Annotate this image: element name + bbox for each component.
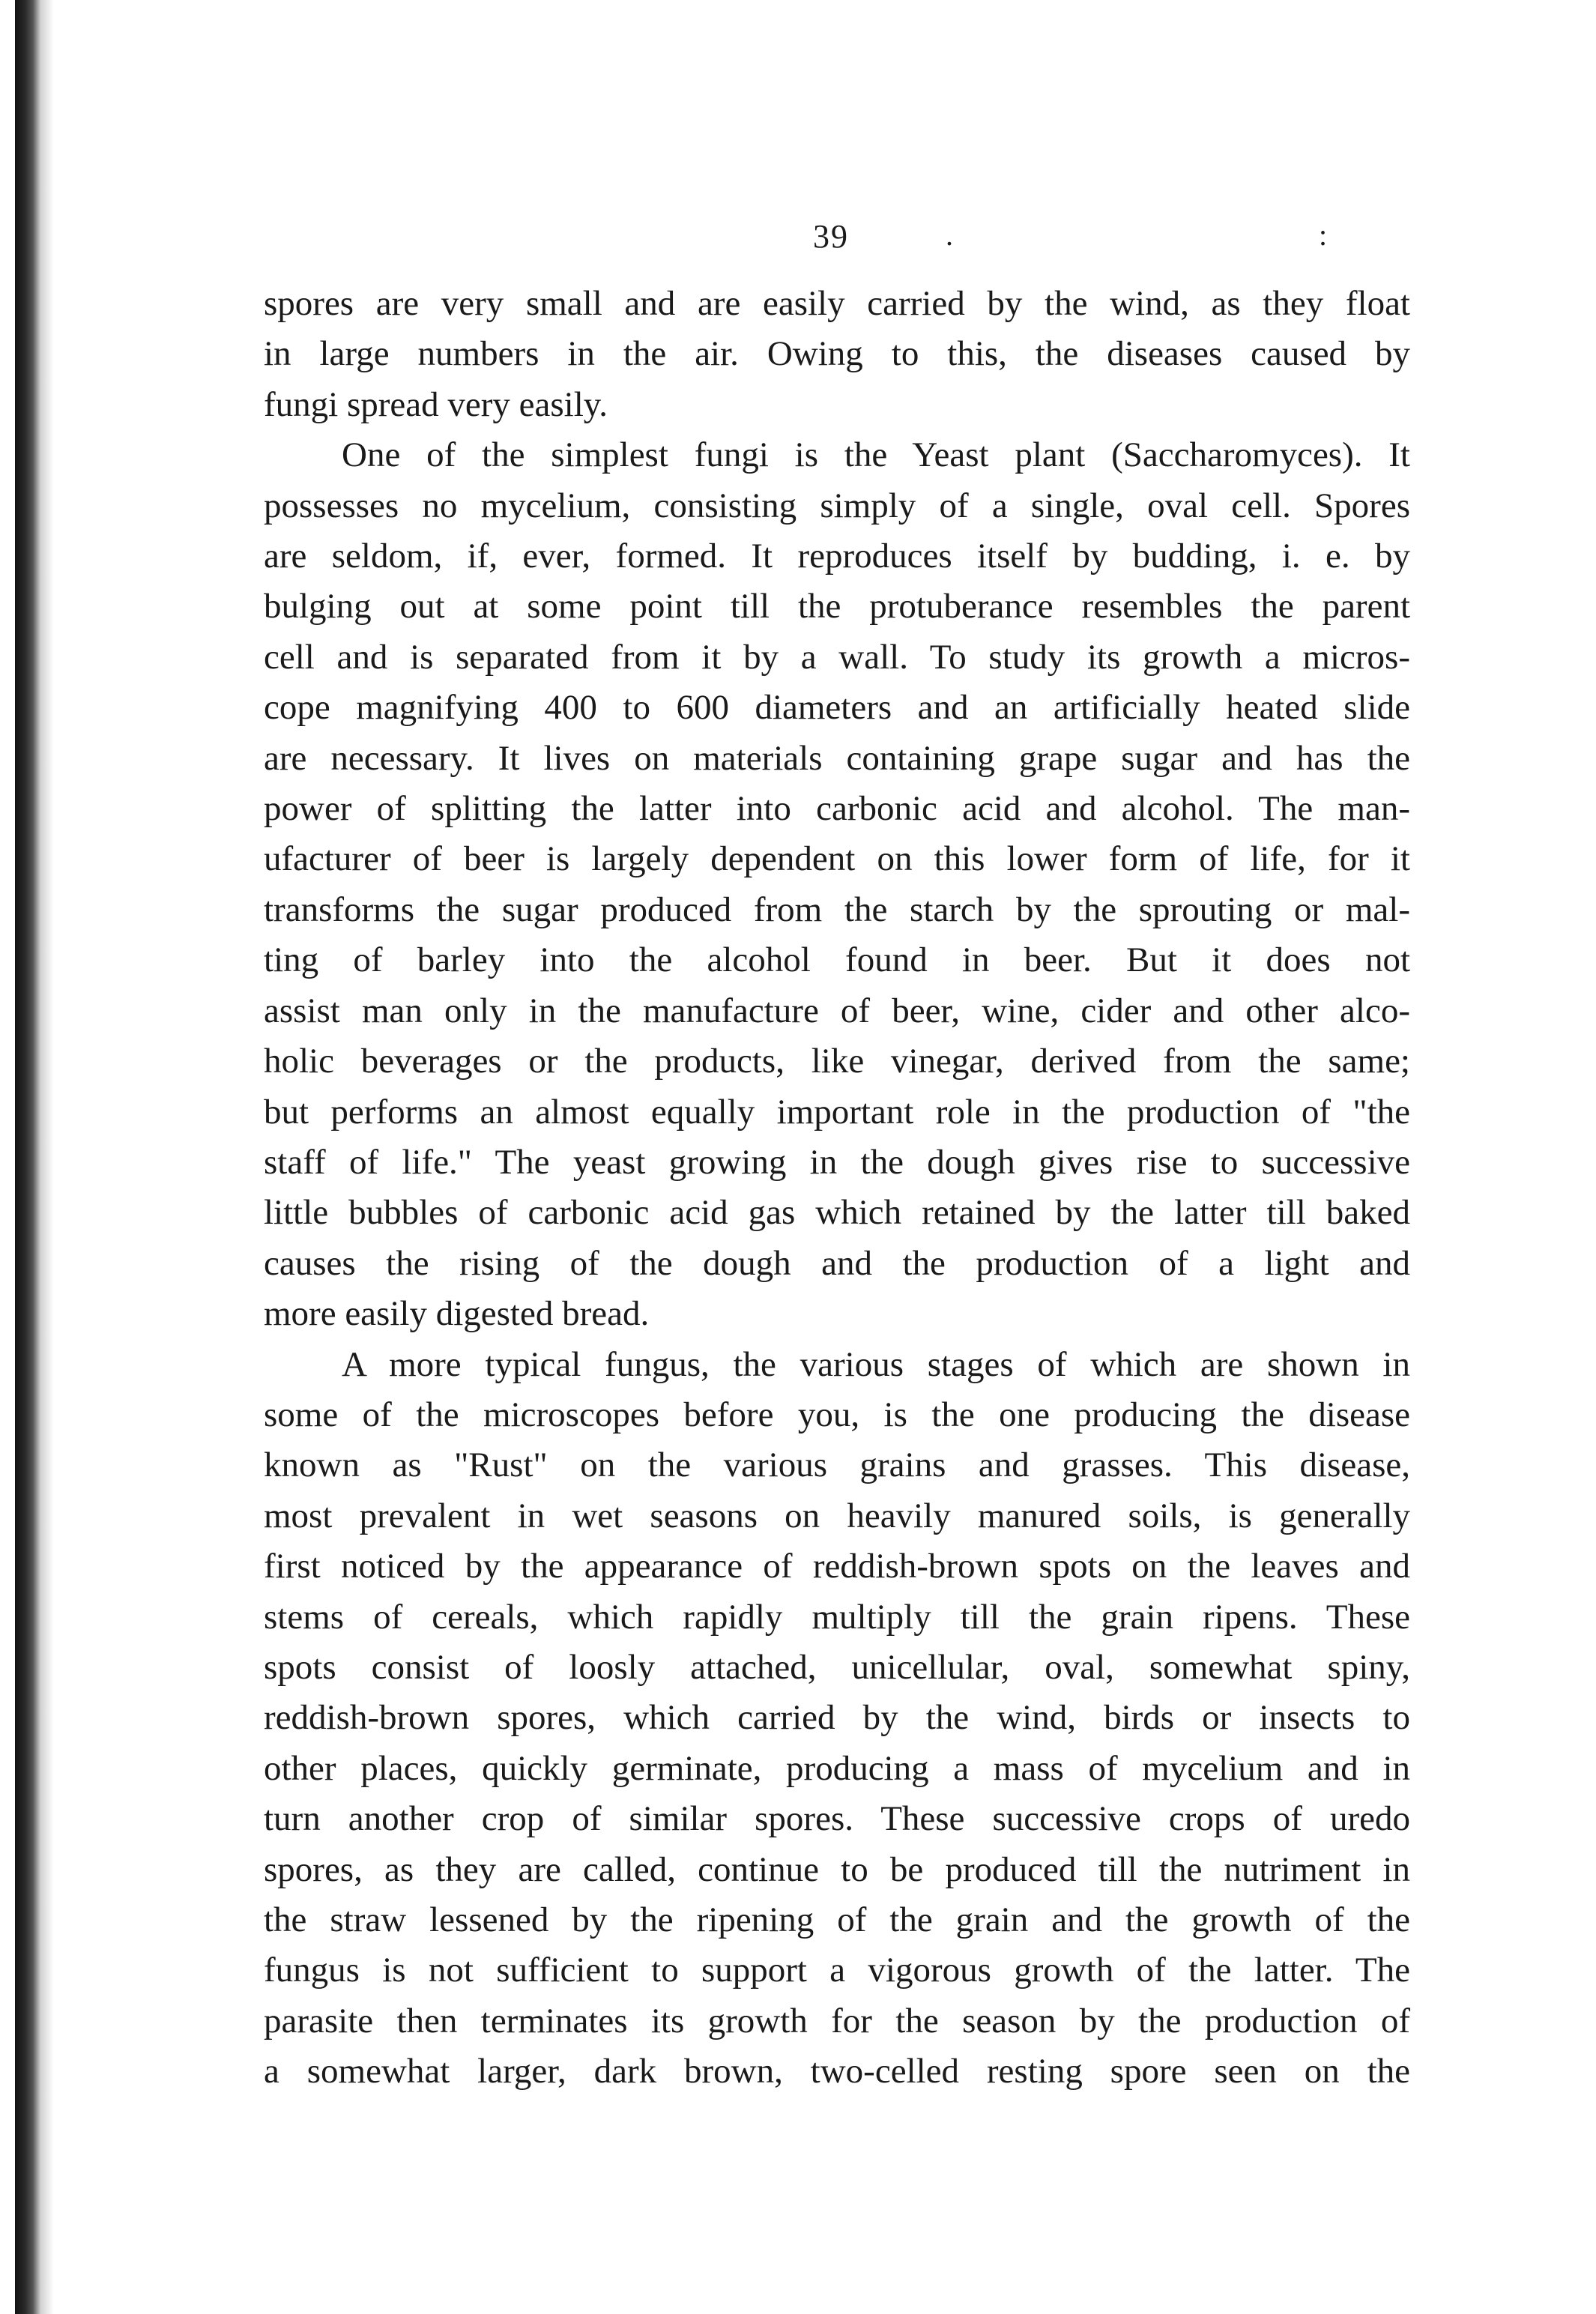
text-line: ufacturer of beer is largely dependent on this lower form of life, for it: [264, 839, 1410, 879]
text-line: some of the microscopes before you, is the one producing the disease: [264, 1395, 1410, 1434]
text-line: are seldom, if, ever, formed. It reproduces itself by budding, i. e. by: [264, 537, 1410, 576]
text-line: One of the simplest fungi is the Yeast plant (Saccharomyces). It: [342, 435, 1410, 475]
text-line: known as "Rust" on the various grains and grasses. This disease,: [264, 1446, 1410, 1485]
text-line: transforms the sugar produced from the starch by the sprouting or mal-: [264, 889, 1410, 929]
text-line: the straw lessened by the ripening of the grain and the growth of the: [264, 1900, 1410, 1939]
text-line: cell and is separated from it by a wall. To study its growth a micros-: [264, 637, 1410, 677]
text-line: possesses no mycelium, consisting simply of a single, oval cell. Spores: [264, 486, 1410, 525]
text-line: bulging out at some point till the protuberance resembles the parent: [264, 587, 1410, 626]
text-line: little bubbles of carbonic acid gas which retained by the latter till baked: [264, 1193, 1410, 1233]
text-line: but performs an almost equally important role in the production of "the: [264, 1092, 1410, 1132]
page-binding-edge: [15, 0, 40, 2314]
text-line: first noticed by the appearance of reddish-brown spots on the leaves and: [264, 1547, 1410, 1586]
text-line: reddish-brown spores, which carried by the wind, birds or insects to: [264, 1698, 1410, 1738]
text-line: A more typical fungus, the various stages of which are shown in: [342, 1344, 1410, 1384]
text-line: spores, as they are called, continue to be produced till the nutriment in: [264, 1849, 1410, 1889]
text-line: spores are very small and are easily carried by the wind, as they float: [264, 284, 1410, 323]
page-mark-dot: .: [946, 218, 953, 252]
text-line: most prevalent in wet seasons on heavily manured soils, is generally: [264, 1496, 1410, 1535]
text-line: other places, quickly germinate, producing a mass of mycelium and in: [264, 1748, 1410, 1788]
body-text: [264, 279, 1410, 2097]
text-line: in large numbers in the air. Owing to this, the diseases caused by: [264, 334, 1410, 374]
text-line: holic beverages or the products, like vinegar, derived from the same;: [264, 1042, 1410, 1081]
text-line: are necessary. It lives on materials containing grape sugar and has the: [264, 738, 1410, 778]
page-mark-colon: :: [1319, 218, 1328, 252]
text-line: fungi spread very easily.: [264, 384, 608, 424]
text-line: causes the rising of the dough and the production of a light and: [264, 1243, 1410, 1283]
text-line: turn another crop of similar spores. These successive crops of uredo: [264, 1799, 1410, 1839]
text-line: power of splitting the latter into carbonic acid and alcohol. The man-: [264, 789, 1410, 829]
text-line: staff of life." The yeast growing in the dough gives rise to successive: [264, 1142, 1410, 1182]
text-line: stems of cereals, which rapidly multiply till the grain ripens. These: [264, 1597, 1410, 1637]
text-line: more easily digested bread.: [264, 1294, 650, 1334]
text-line: spots consist of loosly attached, unicellular, oval, somewhat spiny,: [264, 1647, 1410, 1687]
page-number: 39: [813, 218, 849, 255]
text-line: fungus is not sufficient to support a vigorous growth of the latter. The: [264, 1951, 1410, 1990]
text-line: assist man only in the manufacture of beer, wine, cider and other alco-: [264, 991, 1410, 1030]
text-line: parasite then terminates its growth for the season by the production of: [264, 2001, 1410, 2040]
text-line: cope magnifying 400 to 600 diameters and an artificially heated slide: [264, 688, 1410, 728]
text-line: a somewhat larger, dark brown, two-celled resting spore seen on the: [264, 2052, 1410, 2091]
text-line: ting of barley into the alcohol found in beer. But it does not: [264, 940, 1410, 980]
